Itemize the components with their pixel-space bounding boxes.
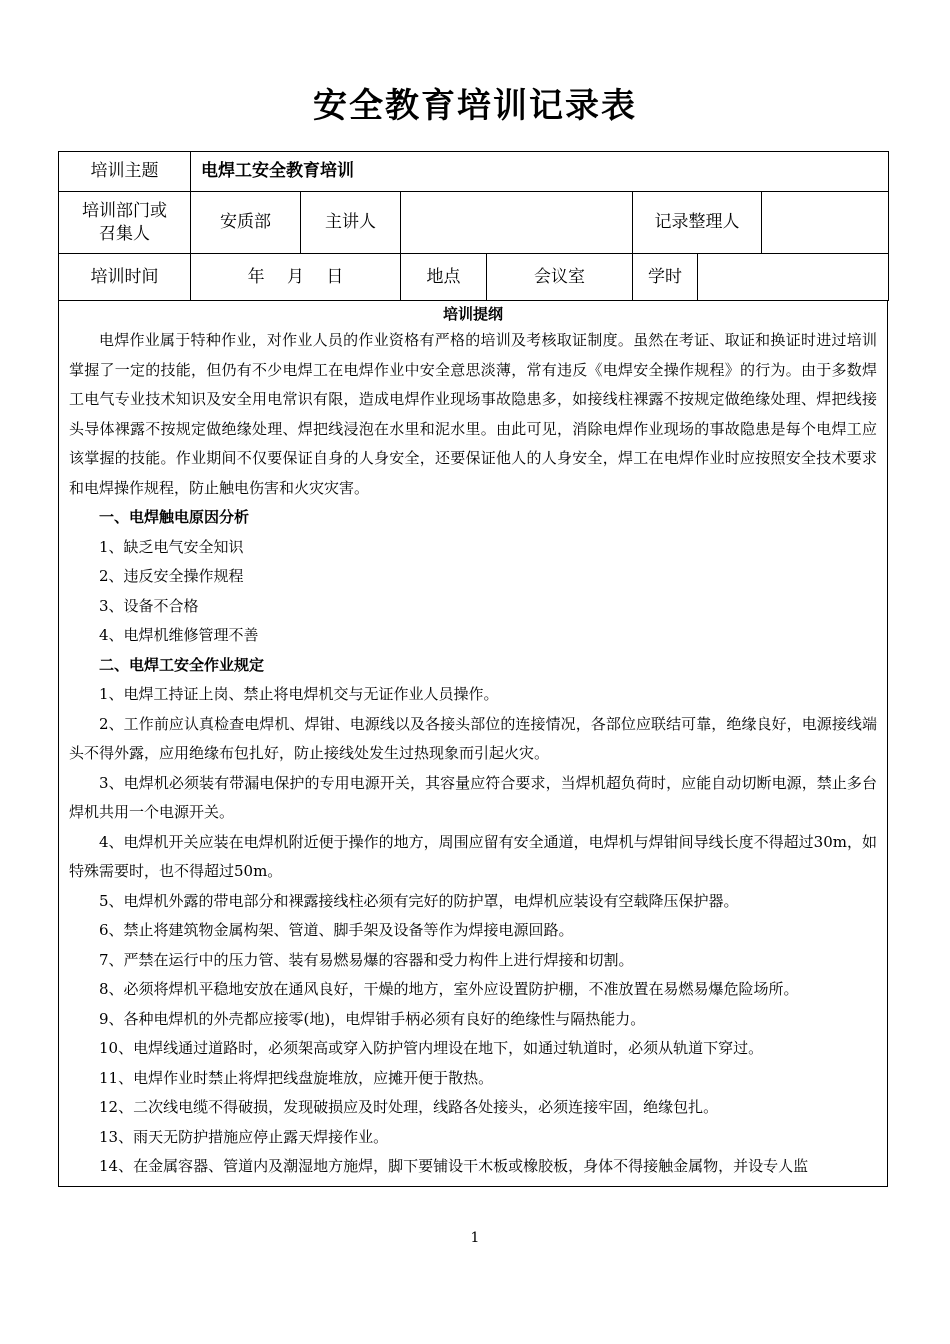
outline-paragraph: 2、违反安全操作规程 [99, 567, 244, 585]
outline-paragraph: 1、电焊工持证上岗、禁止将电焊机交与无证作业人员操作。 [99, 685, 499, 703]
outline-paragraph: 4、电焊机维修管理不善 [99, 626, 259, 644]
outline-paragraph: 8、必须将焊机平稳地安放在通风良好，干燥的地方，室外应设置防护棚，不准放置在易燃易爆危险场所。 [99, 980, 799, 998]
outline-title: 培训提纲 [442, 305, 503, 323]
outline-paragraph: 7、严禁在运行中的压力管、装有易燃易爆的容器和受力构件上进行焊接和切割。 [99, 950, 634, 969]
topic-value: 电焊工安全教育培训 [191, 152, 889, 192]
hours-value[interactable] [698, 254, 889, 301]
recorder-value[interactable] [762, 192, 888, 253]
outline-paragraph: 11、电焊作业时禁止将焊把线盘旋堆放，应摊开便于散热。 [99, 1068, 494, 1087]
outline-paragraph: 电焊作业属于特种作业，对作业人员的作业资格有严格的培训及考核取证制度。虽然在考证、取证和换证时进过培训掌握了一定的技能，但仍有不少电焊工在电焊作业中安全意思淡薄，常有违反《电焊安全操作规程》的行为。由于多数焊工电气专业技术知识及安全用电常识有限，造成电焊作业现场事故隐患多，如接线柱裸露不按规定做绝缘处理、焊把线接头导体裸露不按规定做绝缘处理、焊把线浸泡在水里和泥水里。由此可见，消除电焊作业现场的事故隐患是每个电焊工应该掌握的技能。作业期间不仅要保证自身的人身安全，还要保证他人的人身安全，焊工在电焊作业时应按照安全技术要求和电焊操作规程，防止触电伤害和火灾灾害。 [69, 331, 877, 497]
dept-label: 培训部门或召集人 [59, 192, 191, 254]
outline-paragraph: 10、电焊线通过道路时，必须架高或穿入防护管内埋设在地下，如通过轨道时，必须从轨道下穿过。 [99, 1039, 764, 1057]
time-value: 年 月 日 [191, 254, 401, 301]
recorder-label: 记录整理人 [633, 192, 762, 253]
page-number: 1 [470, 1230, 480, 1246]
outline-paragraph: 1、缺乏电气安全知识 [99, 537, 244, 556]
outline-paragraph: 12、二次线电缆不得破损，发现破损应及时处理，线路各处接头，必须连接牢固，绝缘包扎。 [99, 1098, 719, 1116]
outline-paragraph: 6、禁止将建筑物金属构架、管道、脚手架及设备等作为焊接电源回路。 [99, 921, 574, 939]
outline-paragraph: 4、电焊机开关应装在电焊机附近便于操作的地方，周围应留有安全通道，电焊机与焊钳间导线长度不得超过30m，如特殊需要时，也不得超过50m。 [69, 832, 877, 880]
outline-heading: 一、电焊触电原因分析 [99, 508, 250, 526]
document-title: 安全教育培训记录表 [313, 86, 637, 126]
hours-label: 学时 [633, 254, 698, 301]
topic-label: 培训主题 [59, 152, 191, 192]
place-value: 会议室 [487, 254, 633, 301]
training-record-form [58, 151, 889, 301]
outline-paragraph: 3、设备不合格 [99, 596, 199, 615]
outline-paragraph: 2、工作前应认真检查电焊机、焊钳、电源线以及各接头部位的连接情况，各部位应联结可靠，绝缘良好，电源接线端头不得外露，应用绝缘布包扎好，防止接线处发生过热现象而引起火灾。 [69, 714, 877, 762]
outline-heading: 二、电焊工安全作业规定 [99, 655, 265, 674]
outline-body [69, 326, 877, 1182]
speaker-label: 主讲人 [301, 192, 401, 254]
outline-paragraph: 3、电焊机必须装有带漏电保护的专用电源开关，其容量应符合要求，当焊机超负荷时，应能自动切断电源，禁止多台焊机共用一个电源开关。 [69, 773, 877, 821]
time-label: 培训时间 [59, 254, 191, 301]
speaker-value[interactable] [401, 192, 633, 254]
outline-paragraph: 14、在金属容器、管道内及潮湿地方施焊，脚下要铺设干木板或橡胶板，身体不得接触金属物，并设专人监 [99, 1157, 809, 1175]
outline-paragraph: 13、雨天无防护措施应停止露天焊接作业。 [99, 1127, 389, 1146]
recorder-cell [633, 192, 889, 254]
dept-value: 安质部 [191, 192, 301, 254]
place-label: 地点 [401, 254, 487, 301]
training-outline [58, 300, 888, 1187]
outline-paragraph: 5、电焊机外露的带电部分和裸露接线柱必须有完好的防护罩，电焊机应装设有空载降压保护器。 [99, 891, 739, 910]
outline-paragraph: 9、各种电焊机的外壳都应接零(地)，电焊钳手柄必须有良好的绝缘性与隔热能力。 [99, 1009, 646, 1028]
